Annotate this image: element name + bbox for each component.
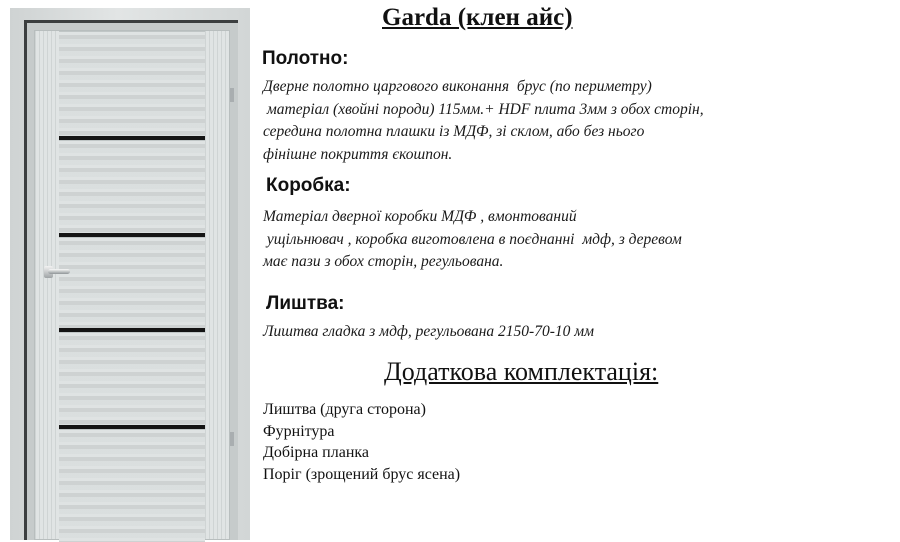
text-line: матеріал (хвойні породи) 115мм.+ HDF плита 3мм з обох сторін, xyxy=(263,100,704,118)
door-leaf xyxy=(34,30,230,540)
section-heading-korobka: Коробка: xyxy=(266,175,351,196)
door-image xyxy=(0,0,252,540)
door-stile-right xyxy=(204,31,229,539)
extras-heading: Додаткова комплектація: xyxy=(384,357,659,386)
door-stile-left xyxy=(35,31,60,539)
text-line: Лиштва гладка з мдф, регульована 2150-70-10 мм xyxy=(263,323,595,340)
hinge-icon xyxy=(230,88,234,102)
section-text-lyshtva xyxy=(263,321,594,344)
door-panel xyxy=(59,429,205,542)
product-title: Garda (клен айс) xyxy=(382,4,573,31)
text-line: має пази з обох сторін, регульована. xyxy=(263,253,504,270)
door-handle-icon xyxy=(48,269,70,274)
extras-list xyxy=(263,399,460,485)
list-item: Поріг (зрощений брус ясена) xyxy=(263,465,461,483)
section-text-korobka xyxy=(263,206,682,274)
door-panel xyxy=(59,140,205,234)
section-heading-lyshtva: Лиштва: xyxy=(266,293,345,314)
door-panel xyxy=(59,31,205,137)
section-heading-polotno: Полотно: xyxy=(262,48,349,69)
list-item: Лиштва (друга сторона) xyxy=(263,401,426,418)
hinge-icon xyxy=(230,432,234,446)
list-item: Фурнітура xyxy=(263,422,335,440)
text-line: середина полотна плашки із МДФ, зі склом, або без нього xyxy=(263,123,645,140)
door-panel xyxy=(59,332,205,426)
list-item: Добірна планка xyxy=(263,444,370,461)
text-line: Матеріал дверної коробки МДФ , вмонтований xyxy=(263,208,577,225)
text-line: фінішне покриття єкошпон. xyxy=(263,145,453,163)
text-line: ущільнювач , коробка виготовлена в поєднанні мдф, з деревом xyxy=(263,230,682,248)
section-text-polotno xyxy=(263,76,704,166)
door-panel xyxy=(59,237,205,329)
text-line: Дверне полотно царгового виконання брус (по периметру) xyxy=(263,78,652,95)
